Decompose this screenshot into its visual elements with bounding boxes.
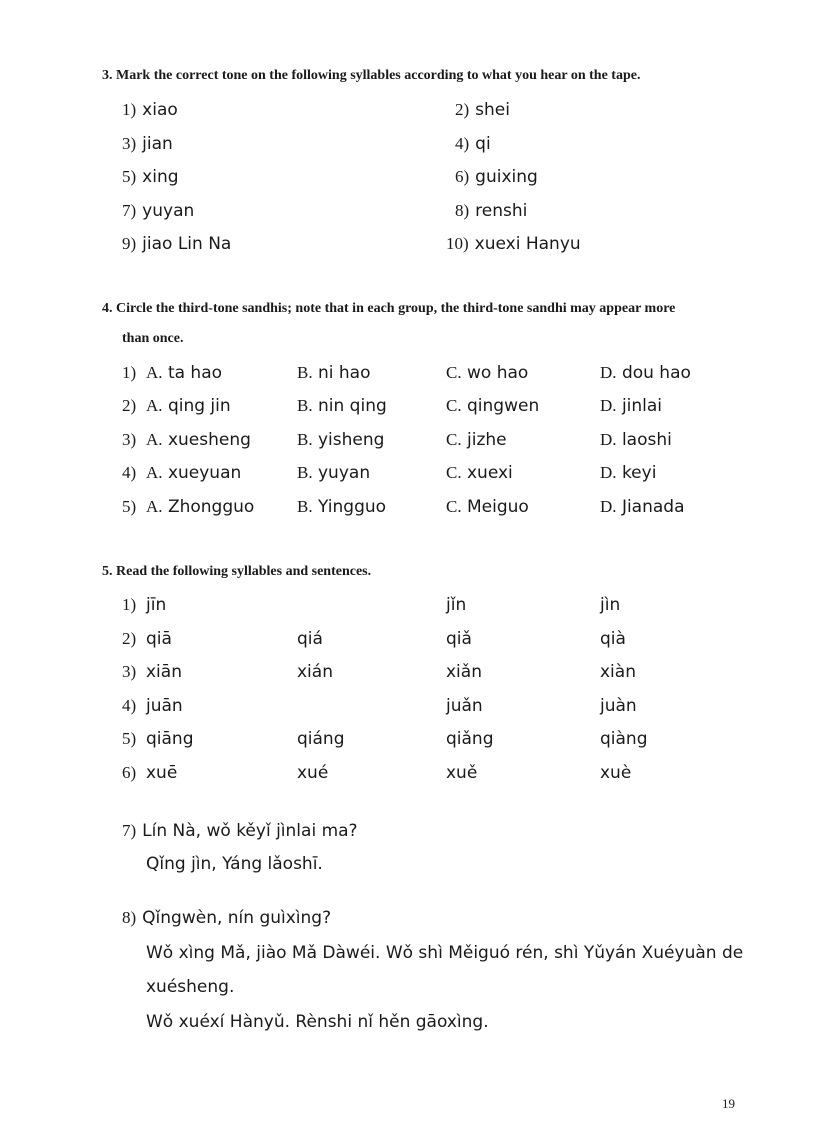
option-c: C. qingwen (446, 396, 540, 416)
sentence-line: Wǒ xuéxí Hànyǔ. Rènshi nǐ hěn gāoxìng. (146, 1012, 489, 1032)
item-number: 6) (455, 167, 470, 186)
option-a: A. ta hao (146, 363, 223, 383)
option-d: D. dou hao (600, 363, 691, 383)
section-4-heading-continued: than once. (122, 331, 184, 346)
list-item (455, 201, 527, 221)
tone-3: juǎn (446, 696, 483, 716)
item-number: 2) (455, 100, 470, 119)
list-item (122, 234, 231, 254)
page-number: 19 (722, 1096, 735, 1111)
list-item (446, 234, 581, 254)
list-item (122, 167, 179, 187)
tone-1: xiān (146, 662, 182, 682)
item-number: 7) (122, 821, 137, 840)
table-row-number: 3) (122, 430, 137, 449)
item-text: guixing (475, 167, 538, 187)
list-item (122, 134, 173, 154)
option-d: D. Jianada (600, 497, 685, 517)
list-item (122, 100, 178, 120)
table-row-number: 4) (122, 463, 137, 482)
sentence-text: Qǐngwèn, nín guìxìng? (142, 908, 332, 928)
tone-2: qiá (297, 629, 323, 649)
item-text: xuexi Hanyu (474, 234, 581, 254)
option-a: A. xuesheng (146, 430, 251, 450)
tone-4: xuè (600, 763, 632, 783)
item-number: 8) (455, 201, 470, 220)
tone-2: xué (297, 763, 329, 783)
sentence-line: xuésheng. (146, 977, 235, 997)
table-row-number: 1) (122, 595, 137, 614)
option-b: B. yisheng (297, 430, 385, 450)
item-text: xing (142, 167, 179, 187)
section-5-heading: 5. Read the following syllables and sentences. (102, 564, 372, 579)
sentence-line: Qǐng jìn, Yáng lǎoshī. (146, 854, 323, 874)
tone-3: qiǎng (446, 729, 494, 749)
list-item (455, 134, 491, 154)
tone-2: xián (297, 662, 333, 682)
tone-1: qiā (146, 629, 172, 649)
section-4-heading: 4. Circle the third-tone sandhis; note that in each group, the third-tone sandhi may appear more (102, 301, 676, 316)
table-row-number: 2) (122, 629, 137, 648)
item-number: 8) (122, 908, 137, 927)
option-a: A. Zhongguo (146, 497, 255, 517)
tone-2: qiáng (297, 729, 345, 749)
option-b: B. nin qing (297, 396, 387, 416)
tone-3: qiǎ (446, 629, 472, 649)
tone-1: jīn (146, 595, 167, 615)
item-number: 4) (455, 134, 470, 153)
item-text: shei (475, 100, 510, 120)
table-row-number: 5) (122, 729, 137, 748)
item-text: renshi (475, 201, 528, 221)
section-3-heading: 3. Mark the correct tone on the following syllables according to what you hear on the tape. (102, 68, 641, 83)
option-c: C. jizhe (446, 430, 507, 450)
item-text: qi (475, 134, 491, 154)
option-d: D. keyi (600, 463, 657, 483)
option-a: A. xueyuan (146, 463, 242, 483)
option-d: D. jinlai (600, 396, 663, 416)
table-row-number: 5) (122, 497, 137, 516)
item-number: 9) (122, 234, 137, 253)
sentence-line (122, 908, 331, 928)
sentence-line: Wǒ xìng Mǎ, jiào Mǎ Dàwéi. Wǒ shì Měiguó rén, shì Yǔyán Xuéyuàn de (146, 943, 744, 963)
tone-1: qiāng (146, 729, 194, 749)
item-number: 7) (122, 201, 137, 220)
tone-1: xuē (146, 763, 178, 783)
item-text: yuyan (142, 201, 195, 221)
sentence-line (122, 821, 358, 841)
option-b: B. Yingguo (297, 497, 387, 517)
tone-4: juàn (600, 696, 637, 716)
sentence-text: Lín Nà, wǒ kěyǐ jìnlai ma? (142, 821, 358, 841)
table-row-number: 4) (122, 696, 137, 715)
item-number: 1) (122, 100, 137, 119)
list-item (455, 167, 538, 187)
tone-3: jǐn (446, 595, 467, 615)
option-d: D. laoshi (600, 430, 672, 450)
item-number: 5) (122, 167, 137, 186)
tone-4: xiàn (600, 662, 636, 682)
table-row-number: 1) (122, 363, 137, 382)
option-c: C. Meiguo (446, 497, 529, 517)
table-row-number: 6) (122, 763, 137, 782)
option-b: B. yuyan (297, 463, 371, 483)
tone-3: xuě (446, 763, 478, 783)
tone-4: qià (600, 629, 626, 649)
tone-1: juān (146, 696, 183, 716)
tone-3: xiǎn (446, 662, 482, 682)
option-c: C. xuexi (446, 463, 513, 483)
table-row-number: 2) (122, 396, 137, 415)
table-row-number: 3) (122, 662, 137, 681)
option-b: B. ni hao (297, 363, 371, 383)
list-item (455, 100, 510, 120)
tone-4: jìn (600, 595, 621, 615)
item-number: 3) (122, 134, 137, 153)
tone-4: qiàng (600, 729, 648, 749)
item-text: jian (142, 134, 173, 154)
item-text: jiao Lin Na (142, 234, 232, 254)
list-item (122, 201, 194, 221)
item-number: 10) (446, 234, 469, 253)
option-a: A. qing jin (146, 396, 231, 416)
option-c: C. wo hao (446, 363, 529, 383)
item-text: xiao (142, 100, 178, 120)
